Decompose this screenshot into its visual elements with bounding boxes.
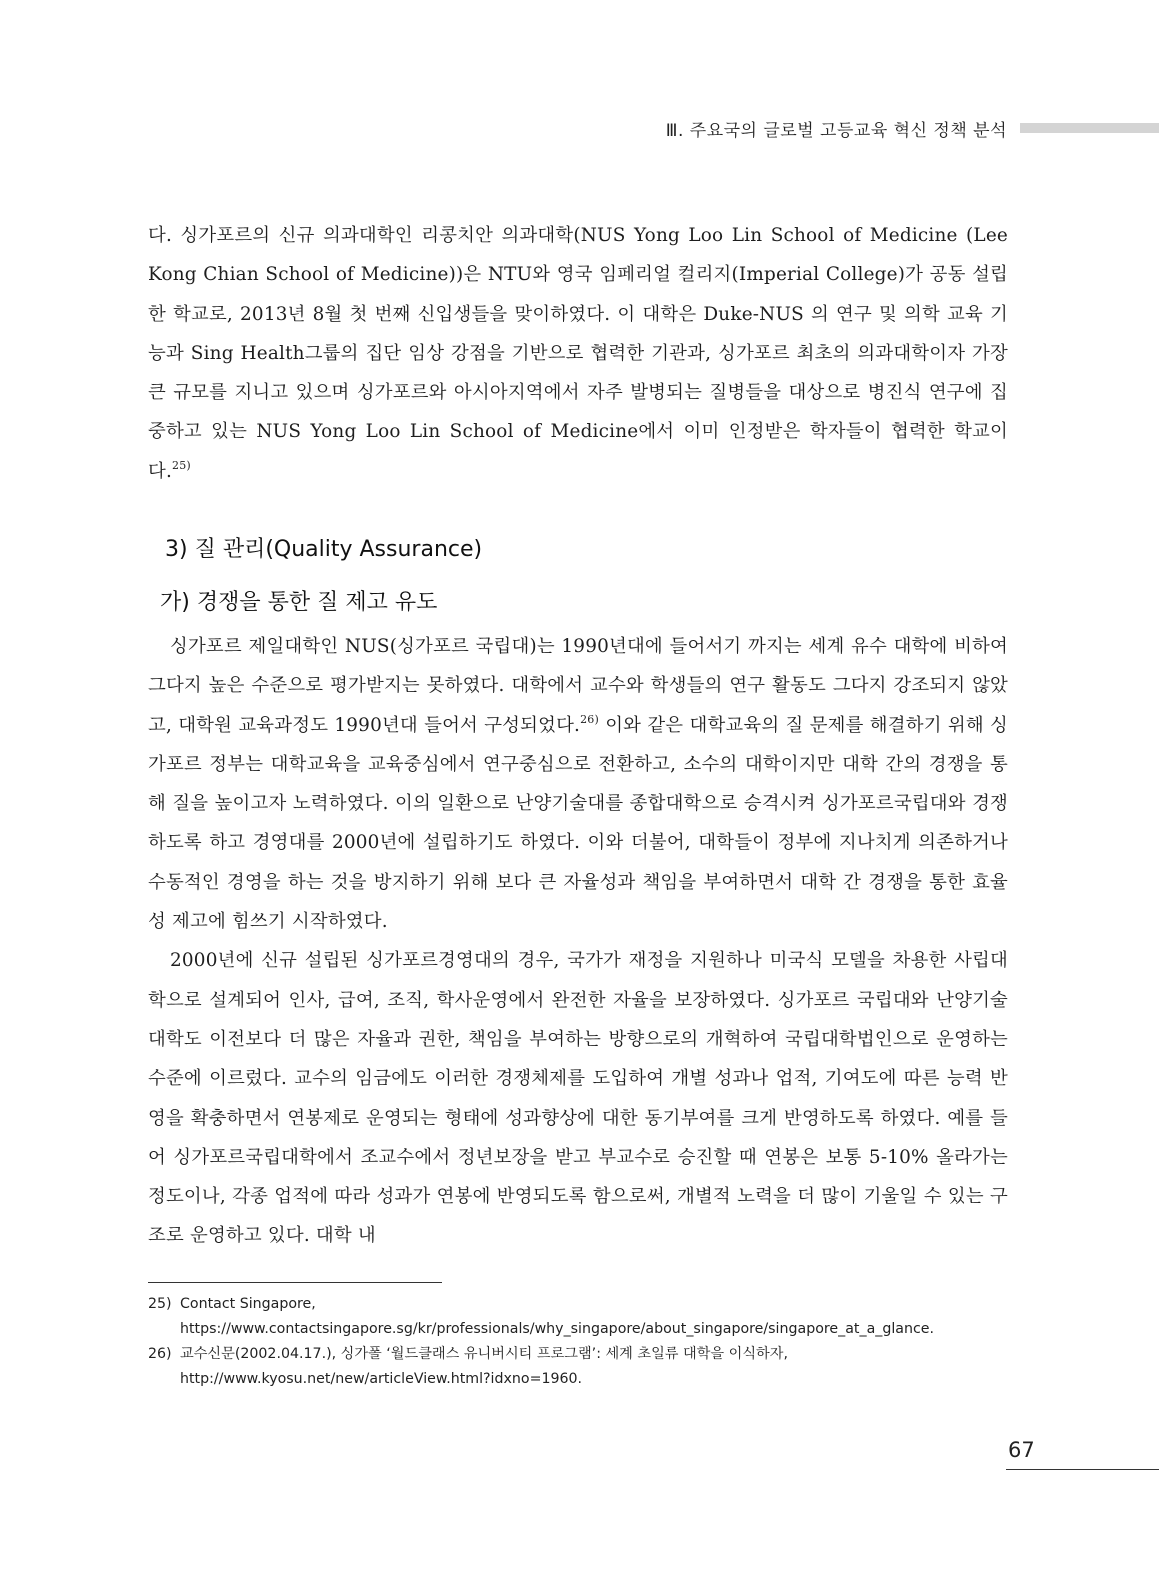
page-number-rule <box>1006 1469 1159 1470</box>
footnote-source: Contact Singapore, <box>180 1296 316 1312</box>
footnote-ref-25[interactable]: 25) <box>172 458 191 472</box>
footnote-25 <box>148 1292 1008 1342</box>
running-header <box>0 114 1159 144</box>
footnote-divider <box>148 1282 442 1283</box>
chapter-title: Ⅲ. 주요국의 글로벌 고등교육 혁신 정책 분석 <box>665 121 1007 141</box>
paragraph-1 <box>148 216 1008 491</box>
page-number: 67 <box>1008 1438 1035 1462</box>
footnote-26 <box>148 1342 1008 1392</box>
footnote-ref-26[interactable]: 26) <box>580 712 599 726</box>
section-heading: 3) 질 관리(Quality Assurance) <box>165 537 483 562</box>
paragraph-1-text: 다. 싱가포르의 신규 의과대학인 리콩치안 의과대학(NUS Yong Loo Lin School of Medicine (Lee Kong Chian School of Medicine))은 NTU와 영국 임페리얼 컬리지(Imperial College)가 공동 설립한 학교로, 2013년 8월 첫 번째 신입생들을 맞이하였다. 이 대학은 Duke-NUS 의 연구 및 의학 교육 기능과 Sing Health그룹의 집단 임상 강점을 기반으로 협력한 기관과, 싱가포르 최초의 의과대학이자 가장 큰 규모를 지니고 있으며 싱가포르와 아시아지역에서 자주 발병되는 질병들을 대상으로 병진식 연구에 집중하고 있는 NUS Yong Loo Lin School of Medicine에서 이미 인정받은 학자들이 협력한 학교이다. <box>148 225 1008 482</box>
subsection-heading: 가) 경쟁을 통한 질 제고 유도 <box>160 590 438 615</box>
footnotes <box>148 1292 1008 1392</box>
footnote-source: 교수신문(2002.04.17.), 싱가폴 ‘월드클래스 유니버시티 프로그램’: 세계 초일류 대학을 이식하자, <box>180 1346 788 1362</box>
paragraph-2-text-b: 이와 같은 대학교육의 질 문제를 해결하기 위해 싱가포르 정부는 대학교육을 교육중심에서 연구중심으로 전환하고, 소수의 대학이지만 대학 간의 경쟁을 통해 질을 높이고자 노력하였다. 이의 일환으로 난양기술대를 종합대학으로 승격시켜 싱가포르국립대와 경쟁하도록 하고 경영대를 2000년에 설립하기도 하였다. 이와 더불어, 대학들이 정부에 지나치게 의존하거나 수동적인 경영을 하는 것을 방지하기 위해 보다 큰 자율성과 책임을 부여하면서 대학 간 경쟁을 통한 효율성 제고에 힘쓰기 시작하였다. <box>148 714 1008 933</box>
body-paragraphs <box>148 627 1008 1256</box>
footnote-number: 26) <box>148 1346 172 1362</box>
paragraph-2-text-a: 싱가포르 제일대학인 NUS(싱가포르 국립대)는 1990년대에 들어서기 까지는 세계 유수 대학에 비하여 그다지 높은 수준으로 평가받지는 못하였다. 대학에서 교수와 학생들의 연구 활동도 그다지 강조되지 않았고, 대학원 교육과정도 1990년대 들어서 구성되었다. <box>148 636 1008 736</box>
paragraph-3: 2000년에 신규 설립된 싱가포르경영대의 경우, 국가가 재정을 지원하나 미국식 모델을 차용한 사립대학으로 설계되어 인사, 급여, 조직, 학사운영에서 완전한 자율을 보장하였다. 싱가포르 국립대와 난양기술대학도 이전보다 더 많은 자율과 권한, 책임을 부여하는 방향으로의 개혁하여 국립대학법인으로 운영하는 수준에 이르렀다. 교수의 임금에도 이러한 경쟁체제를 도입하여 개별 성과나 업적, 기여도에 따른 능력 반영을 확충하면서 연봉제로 운영되는 형태에 성과향상에 대한 동기부여를 크게 반영하도록 하였다. 예를 들어 싱가포르국립대학에서 조교수에서 정년보장을 받고 부교수로 승진할 때 연봉은 보통 5-10% 올라가는 정도이나, 각종 업적에 따라 성과가 연봉에 반영되도록 함으로써, 개별적 노력을 더 많이 기울일 수 있는 구조로 운영하고 있다. 대학 내 <box>148 950 1008 1247</box>
paragraph-2 <box>148 627 1008 941</box>
header-bar <box>1020 123 1159 133</box>
footnote-url[interactable]: https://www.contactsingapore.sg/kr/professionals/why_singapore/about_singapore/singapore_at_a_glance. <box>180 1321 935 1337</box>
footnote-url[interactable]: http://www.kyosu.net/new/articleView.html?idxno=1960. <box>180 1371 583 1387</box>
footnote-number: 25) <box>148 1296 172 1312</box>
